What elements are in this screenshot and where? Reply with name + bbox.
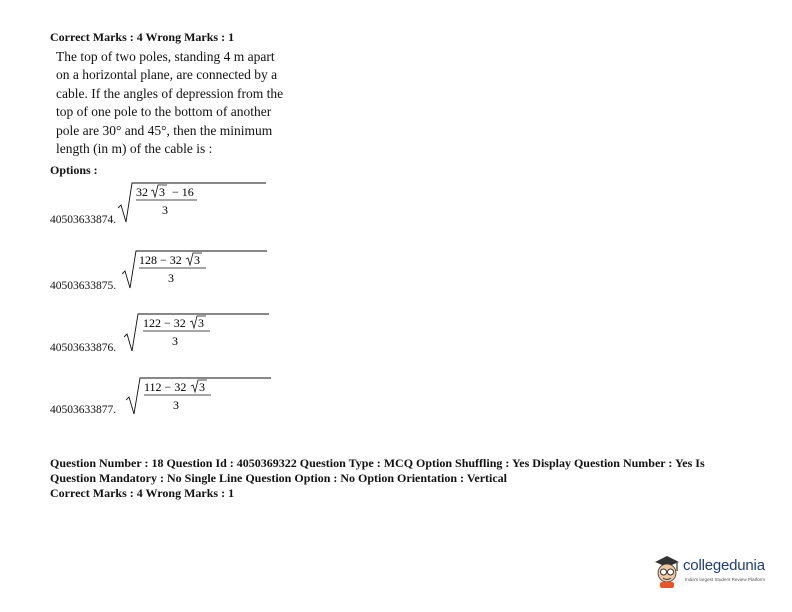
denominator: 3 [162, 203, 168, 217]
numerator-term: − 16 [172, 185, 194, 199]
numerator-radicand: 3 [159, 185, 165, 199]
denominator: 3 [172, 334, 178, 348]
numerator-radicand: 3 [199, 380, 205, 394]
option-id: 40503633875. [50, 280, 117, 292]
question-line: The top of two poles, standing 4 m apart [56, 49, 275, 64]
metadata-line: Correct Marks : 4 Wrong Marks : 1 [50, 486, 235, 500]
denominator: 3 [168, 271, 174, 285]
logo-tagline: India's largest Student Review Platform [685, 577, 766, 582]
numerator-term: 128 − 32 [139, 253, 182, 267]
numerator-radicand: 3 [198, 316, 204, 330]
option-id: 40503633877. [50, 404, 117, 416]
question-line: on a horizontal plane, are connected by a [56, 67, 278, 83]
numerator-term: 112 − 32 [144, 380, 187, 394]
option-formula [122, 247, 282, 295]
collegedunia-logo [651, 553, 781, 593]
logo-name: collegedunia [683, 557, 765, 574]
denominator: 3 [173, 398, 179, 412]
question-metadata [50, 456, 750, 501]
question-line: pole are 30° and 45°, then the minimum [56, 122, 273, 138]
question-text [56, 48, 306, 158]
numerator-coefficient: 32 [136, 185, 148, 199]
options-label: Options : [50, 163, 98, 177]
option-formula [116, 180, 276, 228]
question-line: top of one pole to the bottom of another [56, 104, 272, 120]
option-id: 40503633874. [50, 214, 117, 226]
metadata-line: Question Number : 18 Question Id : 4050369322 Question Type : MCQ Option Shuffling : Yes Display Question Number : Yes Is [50, 456, 705, 470]
student-mascot-icon [651, 553, 683, 589]
option-id: 40503633876. [50, 342, 117, 354]
correct-wrong-marks: Correct Marks : 4 Wrong Marks : 1 [50, 30, 235, 44]
metadata-line: Question Mandatory : No Single Line Question Option : No Option Orientation : Vertical [50, 471, 508, 485]
numerator-term: 122 − 32 [143, 316, 186, 330]
question-line: cable. If the angles of depression from the [56, 85, 284, 101]
option-formula [126, 374, 286, 422]
question-line: length (in m) of the cable is : [56, 141, 213, 157]
numerator-radicand: 3 [194, 253, 200, 267]
option-formula [124, 310, 284, 358]
